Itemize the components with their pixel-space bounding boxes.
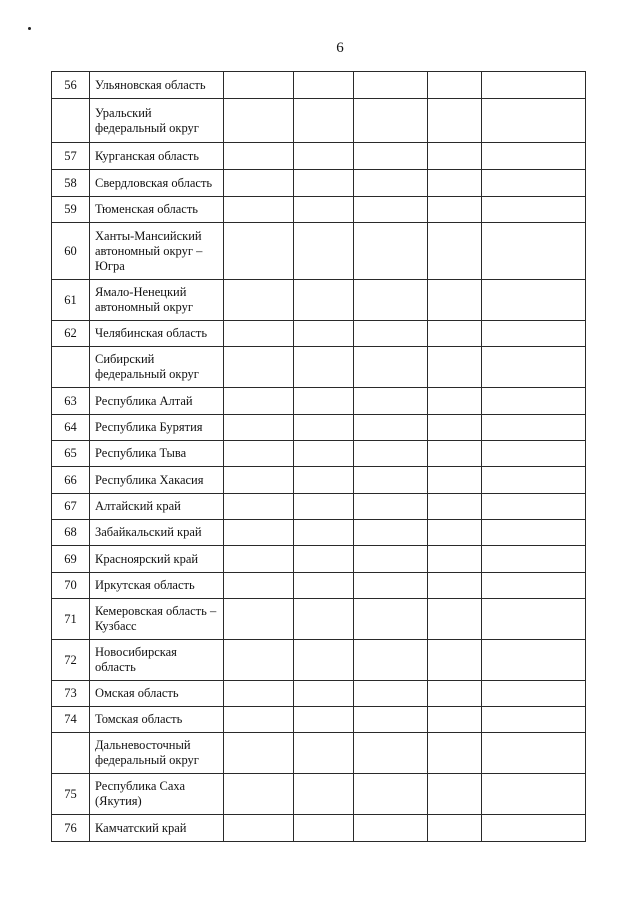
empty-cell bbox=[482, 707, 586, 733]
region-name: Ханты-Мансийский автономный округ – Югра bbox=[90, 223, 224, 280]
empty-cell bbox=[428, 347, 482, 388]
empty-cell bbox=[294, 72, 354, 99]
empty-cell bbox=[428, 170, 482, 197]
empty-cell bbox=[482, 815, 586, 842]
empty-cell bbox=[294, 441, 354, 467]
table-row bbox=[52, 388, 586, 415]
row-number bbox=[52, 733, 90, 774]
row-number: 59 bbox=[52, 197, 90, 223]
table-row bbox=[52, 707, 586, 733]
empty-cell bbox=[224, 170, 294, 197]
region-name: Республика Хакасия bbox=[90, 467, 224, 494]
empty-cell bbox=[482, 72, 586, 99]
row-number bbox=[52, 99, 90, 143]
region-name: Сибирский федеральный округ bbox=[90, 347, 224, 388]
row-number: 67 bbox=[52, 494, 90, 520]
regions-table-body bbox=[52, 72, 586, 842]
empty-cell bbox=[428, 72, 482, 99]
empty-cell bbox=[294, 99, 354, 143]
empty-cell bbox=[354, 197, 428, 223]
empty-cell bbox=[224, 143, 294, 170]
region-name: Забайкальский край bbox=[90, 520, 224, 546]
empty-cell bbox=[482, 774, 586, 815]
region-name: Ульяновская область bbox=[90, 72, 224, 99]
empty-cell bbox=[294, 546, 354, 573]
row-number: 71 bbox=[52, 599, 90, 640]
empty-cell bbox=[354, 707, 428, 733]
table-row bbox=[52, 223, 586, 280]
empty-cell bbox=[428, 441, 482, 467]
empty-cell bbox=[294, 681, 354, 707]
empty-cell bbox=[482, 733, 586, 774]
row-number: 63 bbox=[52, 388, 90, 415]
regions-table bbox=[51, 71, 586, 842]
row-number: 76 bbox=[52, 815, 90, 842]
region-name: Республика Саха (Якутия) bbox=[90, 774, 224, 815]
empty-cell bbox=[294, 707, 354, 733]
empty-cell bbox=[294, 280, 354, 321]
region-name: Омская область bbox=[90, 681, 224, 707]
empty-cell bbox=[294, 388, 354, 415]
empty-cell bbox=[428, 223, 482, 280]
empty-cell bbox=[224, 99, 294, 143]
empty-cell bbox=[354, 280, 428, 321]
row-number: 75 bbox=[52, 774, 90, 815]
empty-cell bbox=[428, 467, 482, 494]
empty-cell bbox=[354, 467, 428, 494]
row-number: 70 bbox=[52, 573, 90, 599]
empty-cell bbox=[224, 546, 294, 573]
empty-cell bbox=[224, 321, 294, 347]
region-name: Дальневосточный федеральный округ bbox=[90, 733, 224, 774]
table-row bbox=[52, 520, 586, 546]
region-name: Республика Бурятия bbox=[90, 415, 224, 441]
empty-cell bbox=[354, 733, 428, 774]
empty-cell bbox=[224, 707, 294, 733]
empty-cell bbox=[294, 170, 354, 197]
empty-cell bbox=[354, 546, 428, 573]
empty-cell bbox=[294, 520, 354, 546]
empty-cell bbox=[354, 321, 428, 347]
empty-cell bbox=[428, 494, 482, 520]
empty-cell bbox=[294, 347, 354, 388]
empty-cell bbox=[294, 815, 354, 842]
empty-cell bbox=[482, 494, 586, 520]
row-number: 61 bbox=[52, 280, 90, 321]
table-row bbox=[52, 321, 586, 347]
empty-cell bbox=[224, 640, 294, 681]
empty-cell bbox=[428, 681, 482, 707]
empty-cell bbox=[428, 321, 482, 347]
empty-cell bbox=[428, 197, 482, 223]
region-name: Томская область bbox=[90, 707, 224, 733]
empty-cell bbox=[482, 640, 586, 681]
empty-cell bbox=[294, 321, 354, 347]
table-row bbox=[52, 494, 586, 520]
empty-cell bbox=[482, 99, 586, 143]
region-name: Курганская область bbox=[90, 143, 224, 170]
row-number: 62 bbox=[52, 321, 90, 347]
table-row bbox=[52, 99, 586, 143]
empty-cell bbox=[294, 774, 354, 815]
empty-cell bbox=[224, 573, 294, 599]
region-name: Тюменская область bbox=[90, 197, 224, 223]
empty-cell bbox=[482, 170, 586, 197]
empty-cell bbox=[354, 170, 428, 197]
table-row bbox=[52, 774, 586, 815]
empty-cell bbox=[482, 280, 586, 321]
empty-cell bbox=[294, 573, 354, 599]
empty-cell bbox=[482, 143, 586, 170]
table-row bbox=[52, 347, 586, 388]
region-name: Свердловская область bbox=[90, 170, 224, 197]
empty-cell bbox=[428, 388, 482, 415]
empty-cell bbox=[224, 415, 294, 441]
empty-cell bbox=[294, 143, 354, 170]
empty-cell bbox=[354, 599, 428, 640]
empty-cell bbox=[224, 681, 294, 707]
empty-cell bbox=[482, 223, 586, 280]
table-row bbox=[52, 415, 586, 441]
row-number: 74 bbox=[52, 707, 90, 733]
empty-cell bbox=[224, 774, 294, 815]
empty-cell bbox=[428, 520, 482, 546]
row-number: 56 bbox=[52, 72, 90, 99]
empty-cell bbox=[224, 388, 294, 415]
empty-cell bbox=[428, 774, 482, 815]
row-number: 68 bbox=[52, 520, 90, 546]
empty-cell bbox=[224, 223, 294, 280]
empty-cell bbox=[428, 599, 482, 640]
table-row bbox=[52, 72, 586, 99]
empty-cell bbox=[428, 415, 482, 441]
empty-cell bbox=[428, 143, 482, 170]
empty-cell bbox=[354, 640, 428, 681]
region-name: Ямало-Ненецкий автономный округ bbox=[90, 280, 224, 321]
empty-cell bbox=[294, 415, 354, 441]
table-row bbox=[52, 441, 586, 467]
table-row bbox=[52, 599, 586, 640]
empty-cell bbox=[224, 72, 294, 99]
empty-cell bbox=[482, 197, 586, 223]
table-row bbox=[52, 573, 586, 599]
empty-cell bbox=[354, 347, 428, 388]
table-row bbox=[52, 143, 586, 170]
empty-cell bbox=[482, 388, 586, 415]
empty-cell bbox=[482, 415, 586, 441]
empty-cell bbox=[482, 599, 586, 640]
region-name: Кемеровская область – Кузбасс bbox=[90, 599, 224, 640]
region-name: Новосибирская область bbox=[90, 640, 224, 681]
empty-cell bbox=[294, 640, 354, 681]
empty-cell bbox=[428, 815, 482, 842]
empty-cell bbox=[354, 72, 428, 99]
region-name: Камчатский край bbox=[90, 815, 224, 842]
empty-cell bbox=[354, 520, 428, 546]
table-row bbox=[52, 681, 586, 707]
table-row bbox=[52, 815, 586, 842]
empty-cell bbox=[294, 599, 354, 640]
row-number: 73 bbox=[52, 681, 90, 707]
empty-cell bbox=[354, 774, 428, 815]
row-number: 66 bbox=[52, 467, 90, 494]
empty-cell bbox=[482, 441, 586, 467]
empty-cell bbox=[354, 441, 428, 467]
empty-cell bbox=[428, 280, 482, 321]
row-number: 72 bbox=[52, 640, 90, 681]
empty-cell bbox=[294, 494, 354, 520]
region-name: Иркутская область bbox=[90, 573, 224, 599]
empty-cell bbox=[428, 573, 482, 599]
empty-cell bbox=[224, 520, 294, 546]
row-number: 58 bbox=[52, 170, 90, 197]
table-row bbox=[52, 467, 586, 494]
empty-cell bbox=[354, 573, 428, 599]
empty-cell bbox=[354, 415, 428, 441]
region-name: Уральский федеральный округ bbox=[90, 99, 224, 143]
empty-cell bbox=[354, 99, 428, 143]
empty-cell bbox=[224, 494, 294, 520]
table-row bbox=[52, 170, 586, 197]
scan-speck bbox=[28, 27, 31, 30]
empty-cell bbox=[428, 707, 482, 733]
empty-cell bbox=[294, 223, 354, 280]
row-number: 57 bbox=[52, 143, 90, 170]
empty-cell bbox=[354, 681, 428, 707]
row-number bbox=[52, 347, 90, 388]
empty-cell bbox=[224, 599, 294, 640]
empty-cell bbox=[224, 197, 294, 223]
row-number: 65 bbox=[52, 441, 90, 467]
empty-cell bbox=[354, 388, 428, 415]
empty-cell bbox=[428, 640, 482, 681]
empty-cell bbox=[482, 347, 586, 388]
empty-cell bbox=[482, 573, 586, 599]
empty-cell bbox=[224, 815, 294, 842]
empty-cell bbox=[294, 197, 354, 223]
region-name: Республика Тыва bbox=[90, 441, 224, 467]
region-name: Республика Алтай bbox=[90, 388, 224, 415]
empty-cell bbox=[354, 494, 428, 520]
empty-cell bbox=[224, 733, 294, 774]
row-number: 69 bbox=[52, 546, 90, 573]
table-row bbox=[52, 197, 586, 223]
table-row bbox=[52, 280, 586, 321]
empty-cell bbox=[354, 815, 428, 842]
empty-cell bbox=[294, 733, 354, 774]
empty-cell bbox=[354, 143, 428, 170]
empty-cell bbox=[482, 546, 586, 573]
empty-cell bbox=[428, 546, 482, 573]
empty-cell bbox=[294, 467, 354, 494]
page-number: 6 bbox=[336, 40, 344, 56]
table-row bbox=[52, 546, 586, 573]
empty-cell bbox=[224, 280, 294, 321]
empty-cell bbox=[482, 520, 586, 546]
region-name: Красноярский край bbox=[90, 546, 224, 573]
empty-cell bbox=[428, 99, 482, 143]
row-number: 60 bbox=[52, 223, 90, 280]
row-number: 64 bbox=[52, 415, 90, 441]
empty-cell bbox=[482, 681, 586, 707]
empty-cell bbox=[482, 467, 586, 494]
empty-cell bbox=[482, 321, 586, 347]
empty-cell bbox=[224, 441, 294, 467]
empty-cell bbox=[354, 223, 428, 280]
region-name: Алтайский край bbox=[90, 494, 224, 520]
region-name: Челябинская область bbox=[90, 321, 224, 347]
empty-cell bbox=[428, 733, 482, 774]
table-row bbox=[52, 640, 586, 681]
empty-cell bbox=[224, 347, 294, 388]
table-row bbox=[52, 733, 586, 774]
empty-cell bbox=[224, 467, 294, 494]
